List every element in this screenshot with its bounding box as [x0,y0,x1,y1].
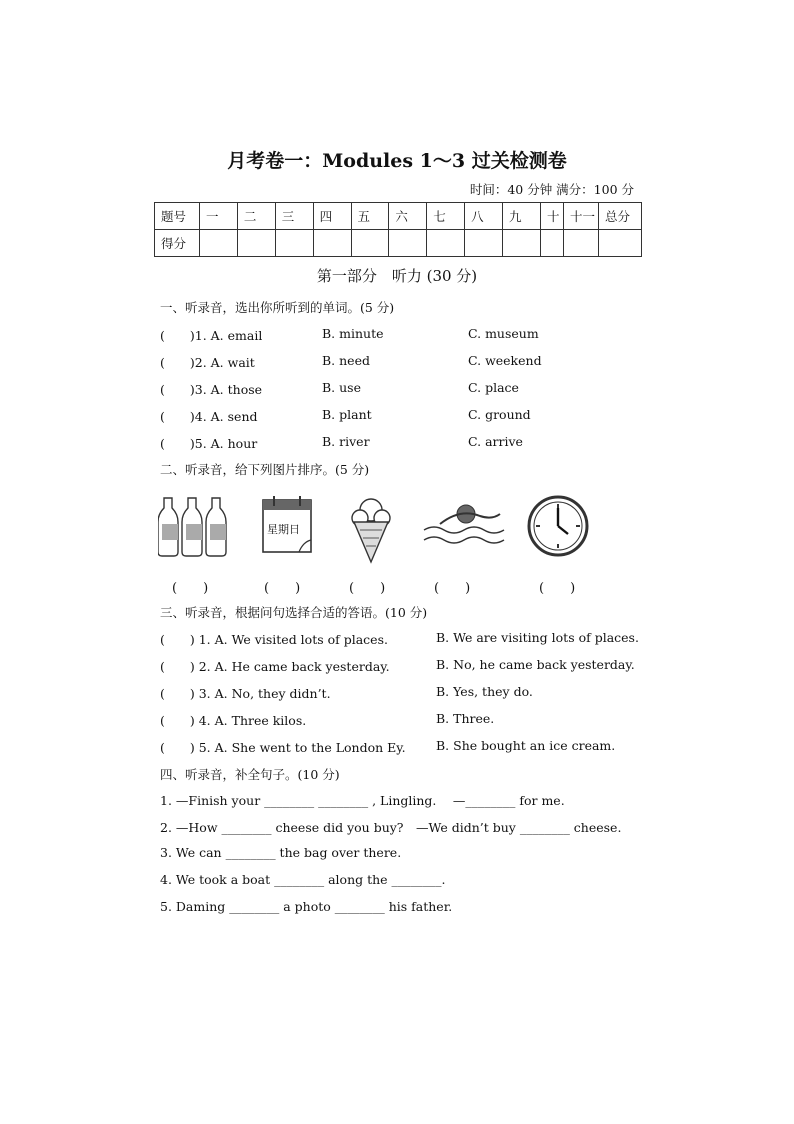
s1-item-3-c: C. place [468,380,519,395]
score-input-cell[interactable] [237,230,275,257]
section4-heading: 四、听录音，补全句子。(10 分) [160,767,340,782]
s1-item-5-a: ( )5. A. hour [160,436,258,451]
s3-item-4-a: ( ) 4. A. Three kilos. [160,713,307,728]
bottles-icon [158,494,238,558]
picture-order-blank[interactable]: ( ) [434,581,471,596]
s1-item-1-a: ( )1. A. email [160,328,263,343]
score-input-cell[interactable] [275,230,313,257]
s3-item-3-a: ( ) 3. A. No, they didn’t. [160,686,331,701]
part-heading: 第一部分 听力 (30 分) [316,267,478,285]
s4-sentence-1: 1. —Finish your ________ ________ , Lingling. —________ for me. [160,793,565,808]
s3-item-1-a: ( ) 1. A. We visited lots of places. [160,632,388,647]
score-cell: 四 [313,203,351,230]
score-cell: 题号 [155,203,200,230]
score-cell: 三 [275,203,313,230]
section3-heading: 三、听录音，根据问句选择合适的答语。(10 分) [160,605,428,620]
score-input-cell[interactable] [564,230,599,257]
picture-order-blank[interactable]: ( ) [264,581,301,596]
s1-item-1-c: C. museum [468,326,539,341]
picture-order-blank[interactable]: ( ) [172,581,209,596]
score-input-cell[interactable] [503,230,541,257]
score-cell: 总分 [599,203,642,230]
page-title: 月考卷一：Modules 1～3 过关检测卷 [227,150,567,172]
section2-heading: 二、听录音，给下列图片排序。(5 分) [160,462,370,477]
s1-item-1-b: B. minute [322,326,384,341]
exam-meta: 时间：40 分钟 满分：100 分 [469,182,634,197]
s1-item-2-a: ( )2. A. wait [160,355,255,370]
s1-item-3-a: ( )3. A. those [160,382,263,397]
s3-item-5-b: B. She bought an ice cream. [436,738,616,753]
s1-item-5-b: B. river [322,434,370,449]
s3-item-5-a: ( ) 5. A. She went to the London Ey. [160,740,406,755]
s3-item-2-b: B. No, he came back yesterday. [436,657,635,672]
section1-heading: 一、听录音，选出你所听到的单词。(5 分) [160,300,395,315]
score-cell: 一 [200,203,238,230]
score-input-cell[interactable] [351,230,389,257]
ice-cream-icon [346,494,396,564]
score-table [154,202,642,257]
score-cell: 十一 [564,203,599,230]
score-input-cell[interactable] [541,230,564,257]
score-cell: 五 [351,203,389,230]
picture-order-blank[interactable]: ( ) [539,581,576,596]
score-cell: 二 [237,203,275,230]
s3-item-4-b: B. Three. [436,711,495,726]
s4-sentence-5: 5. Daming ________ a photo ________ his father. [160,899,453,914]
picture-order-blank[interactable]: ( ) [349,581,386,596]
s3-item-3-b: B. Yes, they do. [436,684,533,699]
s3-item-2-a: ( ) 2. A. He came back yesterday. [160,659,390,674]
clock-icon [526,494,590,558]
s4-sentence-4: 4. We took a boat ________ along the ________. [160,872,446,887]
score-cell: 七 [427,203,465,230]
s1-item-4-c: C. ground [468,407,531,422]
score-input-cell[interactable] [427,230,465,257]
score-cell: 十 [541,203,564,230]
s1-item-3-b: B. use [322,380,361,395]
s4-sentence-2: 2. —How ________ cheese did you buy? —We didn’t buy ________ cheese. [160,820,622,835]
s1-item-2-b: B. need [322,353,370,368]
s3-item-1-b: B. We are visiting lots of places. [436,630,639,645]
score-table-score-row [155,230,642,257]
score-input-cell[interactable] [599,230,642,257]
score-input-cell[interactable] [465,230,503,257]
s1-item-5-c: C. arrive [468,434,523,449]
swimmer-icon [420,494,512,554]
s1-item-4-b: B. plant [322,407,372,422]
score-input-cell[interactable] [389,230,427,257]
calendar-label: 星期日 [267,523,300,536]
score-cell: 六 [389,203,427,230]
score-cell: 九 [503,203,541,230]
score-input-cell[interactable] [200,230,238,257]
score-row-label: 得分 [155,230,200,257]
s1-item-4-a: ( )4. A. send [160,409,258,424]
score-input-cell[interactable] [313,230,351,257]
s4-sentence-3: 3. We can ________ the bag over there. [160,845,402,860]
score-table-header-row [155,203,642,230]
score-cell: 八 [465,203,503,230]
s1-item-2-c: C. weekend [468,353,542,368]
